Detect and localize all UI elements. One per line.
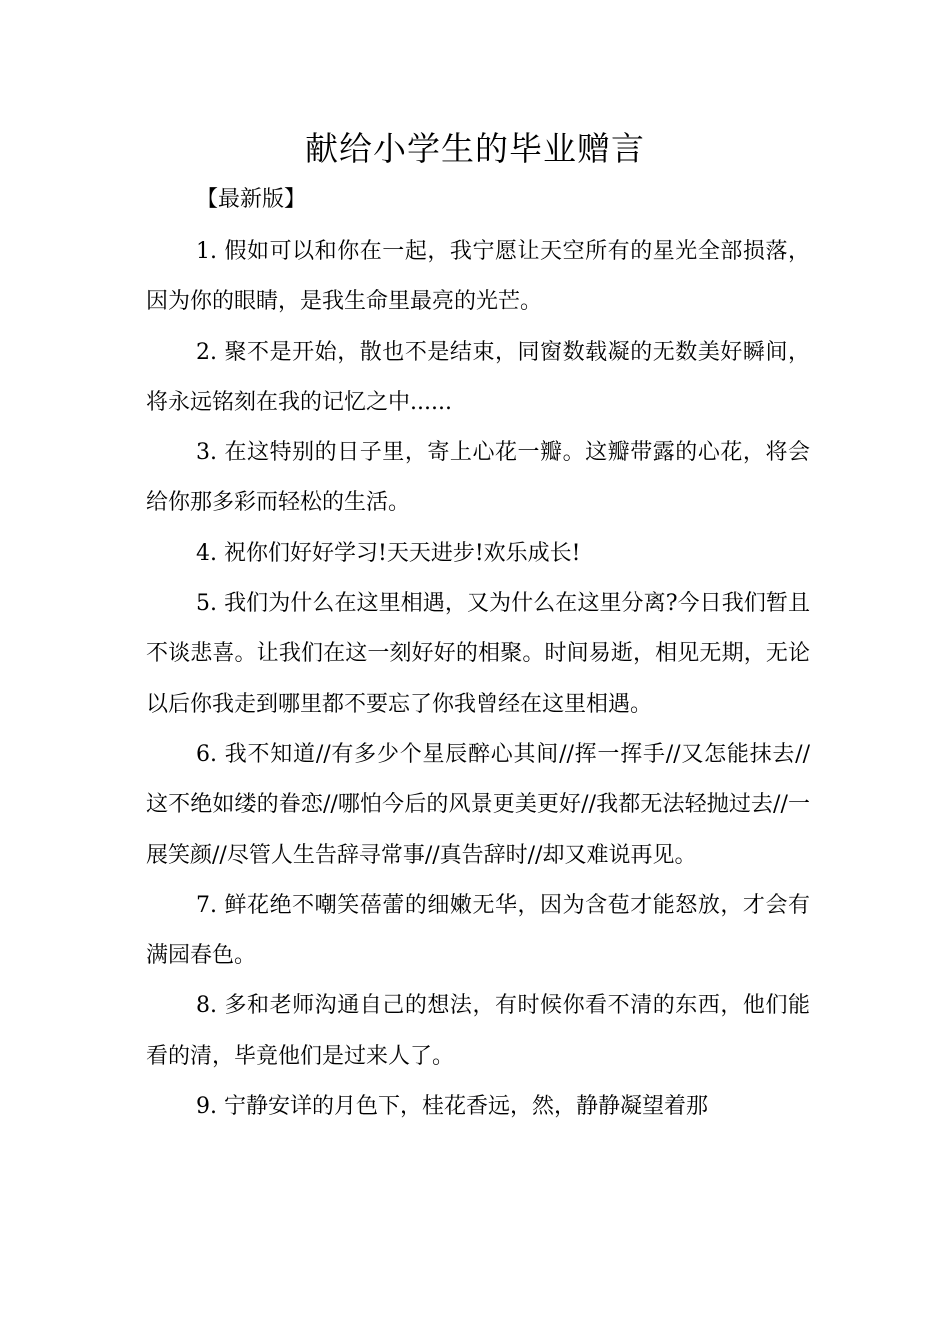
- paragraph-5: 5. 我们为什么在这里相遇，又为什么在这里分离?今日我们暂且不谈悲喜。让我们在这一刻好好的相聚。时间易逝，相见无期，无论以后你我走到哪里都不要忘了你我曾经在这里相遇。: [146, 591, 810, 717]
- paragraph-3: 3. 在这特别的日子里，寄上心花一瓣。这瓣带露的心花，将会给你那多彩而轻松的生活。: [146, 440, 810, 516]
- paragraph-9: 9. 宁静安详的月色下，桂花香远，然，静静凝望着那: [196, 1094, 708, 1120]
- paragraph-6: 6. 我不知道//有多少个星辰醉心其间//挥一挥手//又怎能抹去//这不绝如缕的眷恋//哪怕今后的风景更美更好//我都无法轻抛过去//一展笑颜//尽管人生告辞寻常事//真告辞时//却又难说再见。: [146, 741, 810, 868]
- edition-label: 【最新版】: [196, 187, 307, 212]
- paragraph-2: 2. 聚不是开始，散也不是结束，同窗数载凝的无数美好瞬间，将永远铭刻在我的记忆之中......: [146, 339, 810, 415]
- paragraph-8: 8. 多和老师沟通自己的想法，有时候你看不清的东西，他们能看的清，毕竟他们是过来人了。: [146, 993, 810, 1069]
- paragraph-1: 1. 假如可以和你在一起，我宁愿让天空所有的星光全部损落，因为你的眼睛，是我生命里最亮的光芒。: [146, 239, 810, 315]
- paragraph-4: 4. 祝你们好好学习!天天进步!欢乐成长!: [196, 540, 581, 566]
- document-title: 献给小学生的毕业赠言: [305, 129, 645, 168]
- paragraph-7: 7. 鲜花绝不嘲笑蓓蕾的细嫩无华，因为含苞才能怒放，才会有满园春色。: [146, 892, 810, 969]
- document-body: [146, 227, 810, 1132]
